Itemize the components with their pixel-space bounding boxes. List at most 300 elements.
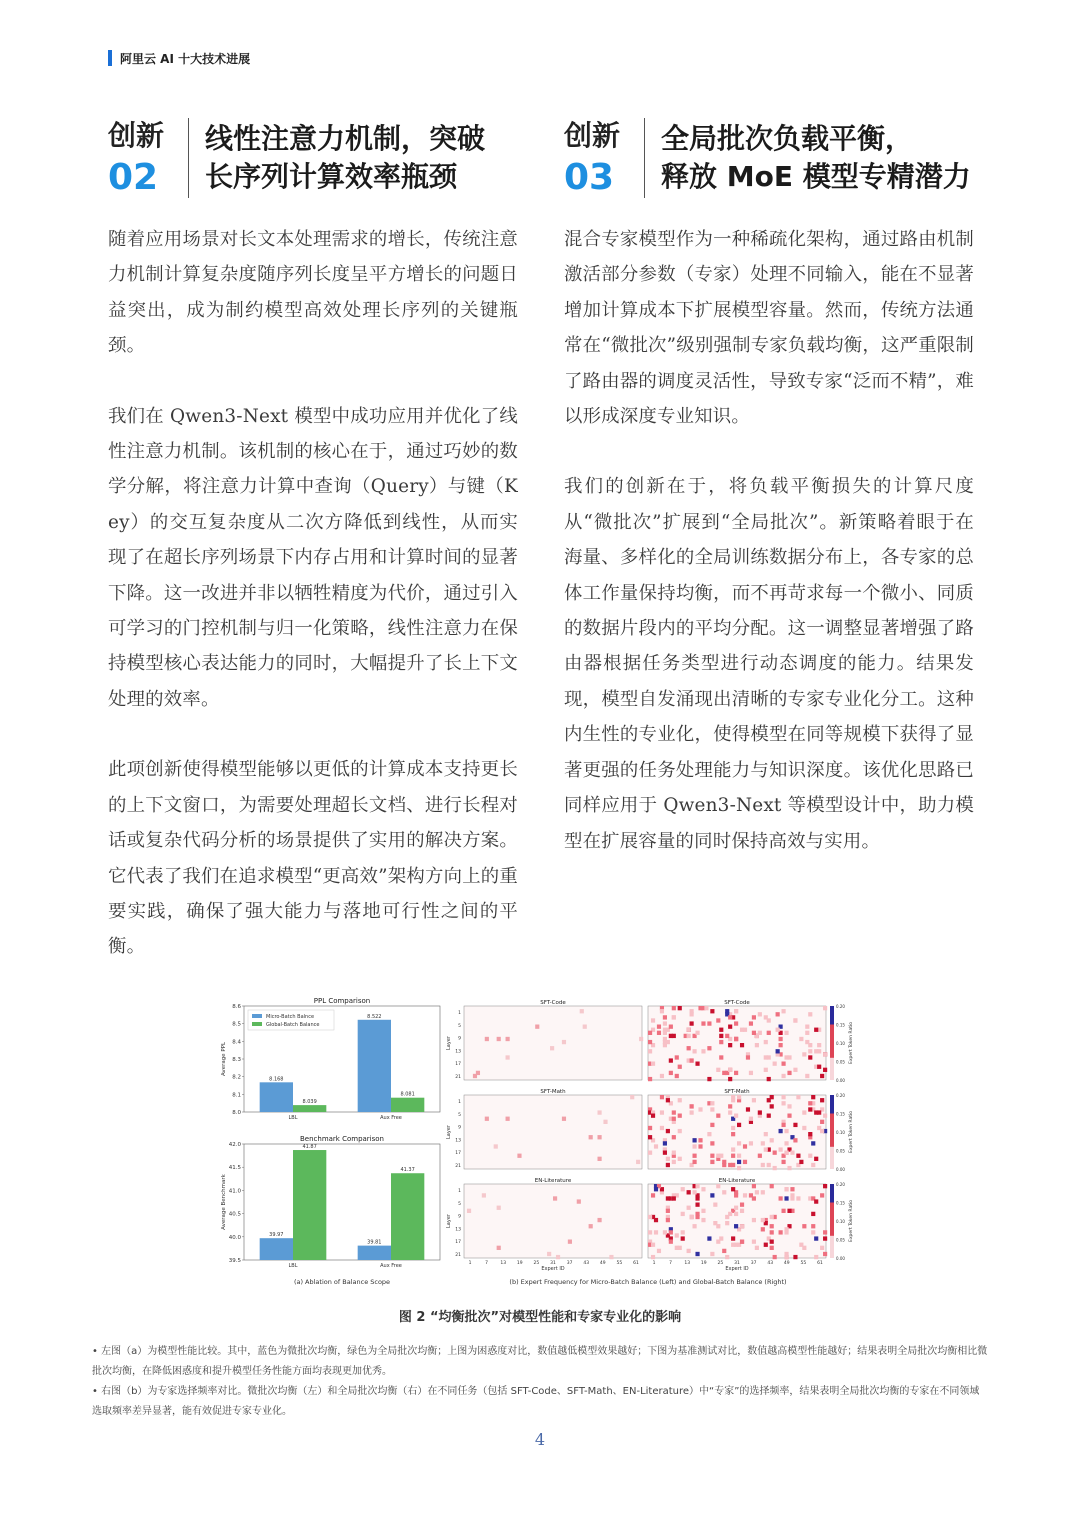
heatmap-cell <box>707 1021 711 1025</box>
ppl-chart-bar <box>293 1105 326 1112</box>
heatmap-expert-tick: 31 <box>550 1261 556 1266</box>
heatmap-expert-tick: 55 <box>800 1261 807 1266</box>
heatmap-expert-tick: 25 <box>533 1261 540 1266</box>
heatmap-cell <box>678 1098 682 1102</box>
heatmap-cell <box>672 1151 676 1155</box>
heatmap-cell <box>648 1031 652 1035</box>
heatmap-cell <box>734 1009 738 1013</box>
heatmap-cell <box>681 1187 685 1191</box>
heatmap-cell <box>693 1144 697 1148</box>
benchmark-chart-tick-label: 40.5 <box>228 1211 241 1218</box>
heatmap-cell <box>648 1077 652 1081</box>
heatmap-cell <box>755 1246 759 1250</box>
heatmap-cell <box>716 1154 720 1158</box>
heatmap-cell <box>648 1215 652 1219</box>
heatmap-cell <box>690 1215 694 1219</box>
heatmap-cell <box>506 1037 510 1041</box>
heatmap-cell <box>740 1043 744 1047</box>
heatmap-cell <box>782 1009 786 1013</box>
heatmap-cell <box>648 1230 652 1234</box>
innovation-title <box>645 118 971 198</box>
heatmap-cell <box>734 1224 738 1228</box>
heatmap-expert-tick: 61 <box>817 1261 823 1266</box>
heatmap-cell <box>663 1230 667 1234</box>
heatmap-cell <box>497 1246 501 1250</box>
innovation-number: 03 <box>564 157 615 198</box>
ppl-chart-category-label: Aux Free <box>380 1115 402 1121</box>
colorbar-tick: 0.15 <box>836 1200 845 1206</box>
heatmap-cell <box>725 1255 729 1259</box>
heatmap-cell <box>808 1154 812 1158</box>
heatmap-cell <box>820 1129 824 1133</box>
heatmap-cell <box>722 1163 726 1167</box>
heatmap-cell <box>814 1049 818 1053</box>
heatmap-title: EN-Literature <box>718 1178 756 1184</box>
heatmap-cell <box>773 1166 777 1170</box>
heatmap-cell <box>678 1129 682 1133</box>
heatmap-cell <box>716 1224 720 1228</box>
heatmap-cell <box>710 1252 714 1256</box>
heatmap-cell <box>752 1098 756 1102</box>
heatmap-layer-label: Layer <box>446 1036 452 1050</box>
left-column <box>108 118 518 1000</box>
right-body <box>564 222 974 859</box>
heatmap-cell <box>770 1095 774 1099</box>
colorbar-top <box>830 1006 834 1025</box>
ppl-chart-legend-swatch <box>252 1022 262 1026</box>
heatmap-cell <box>779 1230 783 1234</box>
benchmark-chart-bar-value: 39.81 <box>367 1239 382 1246</box>
heatmap-expert-tick: 19 <box>700 1261 707 1266</box>
heatmap-cell <box>734 1071 738 1075</box>
heatmap-cell <box>799 1160 803 1164</box>
heatmap-cell <box>690 1021 694 1025</box>
heatmap-layer-tick: 21 <box>455 1253 461 1258</box>
heatmap-cell <box>790 1151 794 1155</box>
heatmap-cell <box>814 1255 818 1259</box>
benchmark-chart-bar <box>260 1238 293 1260</box>
heatmap-cell <box>758 1154 762 1158</box>
heatmap-cell <box>770 1184 774 1188</box>
ppl-chart-bar-value: 8.039 <box>302 1099 317 1106</box>
heatmap-cell <box>648 1126 652 1130</box>
heatmap-cell <box>734 1193 738 1197</box>
heatmap-layer-tick: 13 <box>455 1138 461 1144</box>
title-line-1: 线性注意力机制，突破 <box>205 122 486 155</box>
benchmark-chart-tick-label: 40.0 <box>228 1234 241 1241</box>
heatmap-cell <box>811 1212 815 1216</box>
heatmap-cell <box>681 1212 685 1216</box>
heatmap-cell <box>698 1144 702 1148</box>
ppl-chart-legend-label: Micro-Batch Balnce <box>266 1014 315 1020</box>
heatmap-cell <box>728 1015 732 1019</box>
left-body <box>108 222 518 965</box>
heatmap-cell <box>731 1236 735 1240</box>
heatmap-cell <box>737 1095 741 1099</box>
heatmap-cell <box>716 1184 720 1188</box>
heatmap-cell <box>663 1141 667 1145</box>
heatmap-cell <box>675 1055 679 1059</box>
benchmark-chart-category-label: LBL <box>288 1263 298 1269</box>
benchmark-chart-category-label: Aux Free <box>380 1263 402 1269</box>
heatmap-cell <box>743 1144 747 1148</box>
heatmap-cell <box>654 1187 658 1191</box>
heatmap-expert-tick: 19 <box>516 1261 523 1266</box>
heatmap-cell <box>672 1135 676 1139</box>
heatmap-cell <box>770 1246 774 1250</box>
heatmap-cell <box>796 1196 800 1200</box>
heatmap-layer-tick: 9 <box>458 1214 461 1220</box>
heatmap-cell <box>808 1132 812 1136</box>
heatmap-cell <box>710 1141 714 1145</box>
colorbar-top <box>830 1095 834 1114</box>
heatmap-cell <box>823 1184 827 1188</box>
heatmap-cell <box>740 1209 744 1213</box>
heatmap-cell <box>784 1187 788 1191</box>
heatmap-cell <box>746 1055 750 1059</box>
heatmap-cell <box>737 1160 741 1164</box>
heatmap-cell <box>678 1114 682 1118</box>
ppl-chart-bar-value: 8.522 <box>367 1013 382 1020</box>
heatmap-cell <box>767 1163 771 1167</box>
heatmap-cell <box>598 1157 602 1161</box>
heatmap-cell <box>784 1129 788 1133</box>
heatmap-cell <box>678 1157 682 1161</box>
colorbar-bottom <box>830 1236 834 1258</box>
heatmap-cell <box>669 1230 673 1234</box>
heatmap-cell <box>799 1037 803 1041</box>
heatmap-cell <box>784 1031 788 1035</box>
heatmap-cell <box>651 1018 655 1022</box>
colorbar-tick: 0.00 <box>836 1167 845 1172</box>
heatmap-expert-tick: 1 <box>652 1261 656 1266</box>
heatmap-cell <box>660 1126 664 1130</box>
heatmap-cell <box>782 1095 786 1099</box>
heatmap-cell <box>749 1141 753 1145</box>
heatmap-layer-tick: 5 <box>458 1112 461 1118</box>
heatmap-cell <box>517 1154 521 1158</box>
page-number: 4 <box>534 1430 546 1449</box>
heatmap-cell <box>589 1135 593 1139</box>
colorbar-label: Expert Token Ratio <box>849 1200 854 1242</box>
heatmap-cell <box>598 1135 602 1139</box>
innovation-label-block <box>564 118 645 198</box>
heatmap-cell <box>764 1055 768 1059</box>
heatmap-cell <box>725 1034 729 1038</box>
heatmap-cell <box>811 1224 815 1228</box>
ppl-chart-tick-label: 8.3 <box>232 1057 241 1063</box>
heatmap-cell <box>701 1187 705 1191</box>
left-subcaption: (a) Ablation of Balance Scope <box>293 1278 391 1286</box>
heatmap-cell <box>779 1147 783 1151</box>
heatmap-cell <box>695 1215 699 1219</box>
heatmap-cell <box>467 1209 471 1213</box>
heatmap-cell <box>707 1236 711 1240</box>
heatmap-cell <box>672 1196 676 1200</box>
ppl-chart-bar <box>358 1020 391 1112</box>
heatmap-cell <box>701 1218 705 1222</box>
heatmap-cell <box>749 1071 753 1075</box>
note-left-figure: • 左图（a）为模型性能比较。其中，蓝色为微批次均衡，绿色为全局批次均衡；上图为困惑度对比，数值越低模型效果越好；下图为基准测试对比，数值越高模型性能越好；结果表明全局批次均衡相比微批次均衡，在降低困惑度和提升模型任务性能方面均表现更加优秀。 <box>92 1346 988 1377</box>
heatmap-cell <box>764 1147 768 1151</box>
heatmap-cell <box>761 1190 765 1194</box>
heatmap-cell <box>820 1098 824 1102</box>
benchmark-chart-tick-label: 41.0 <box>228 1188 241 1195</box>
colorbar-tick: 0.10 <box>836 1219 845 1224</box>
heatmap-cell <box>731 1187 735 1191</box>
colorbar-tick: 0.05 <box>836 1059 845 1065</box>
heatmap-cell <box>796 1095 800 1099</box>
heatmap-cell <box>820 1120 824 1124</box>
heatmap-cell <box>790 1187 794 1191</box>
figure-caption: 图 2 “均衡批次”对模型性能和专家专业化的影响 <box>398 1310 682 1325</box>
heatmap-cell <box>728 1110 732 1114</box>
heatmap-cell <box>728 1104 732 1108</box>
heatmap-layer-tick: 13 <box>455 1227 461 1233</box>
heatmap-cell <box>802 1052 806 1056</box>
heatmap-cell <box>814 1199 818 1203</box>
paragraph: 我们的创新在于，将负载平衡损失的计算尺度从“微批次”扩展到“全局批次”。新策略着眼于在海量、多样化的全局训练数据分布上，各专家的总体工作量保持均衡，而不再苛求每一个微小、同质的数据片段内的平均分配。这一调整显著增强了路由器根据任务类型进行动态调度的能力。结果发现，模型自发涌现出清晰的专家专业化分工。这种内生性的专业化，使得模型在同等规模下获得了显著更强的任务处理能力与知识深度。该优化思路已同样应用于 Qwen3-Next 等模型设计中，助力模型在扩展容量的同时保持高效与实用。 <box>564 476 974 852</box>
heatmap-cell <box>808 1012 812 1016</box>
heatmap-cell <box>710 1123 714 1127</box>
heatmap-layer-label: Layer <box>446 1125 452 1139</box>
heatmap-cell <box>761 1141 765 1145</box>
colorbar-tick: 0.00 <box>836 1078 845 1083</box>
heatmap-cell <box>811 1141 815 1145</box>
heatmap-cell <box>562 1040 566 1044</box>
heatmap-cell <box>805 1025 809 1029</box>
heatmap-cell <box>710 1107 714 1111</box>
heatmap-panel <box>648 1095 826 1169</box>
heatmap-cell <box>716 1240 720 1244</box>
heatmap-cell <box>743 1193 747 1197</box>
colorbar-top <box>830 1184 834 1203</box>
paragraph: 我们在 Qwen3-Next 模型中成功应用并优化了线性注意力机制。该机制的核心在于，通过巧妙的数学分解，将注意力计算中查询（Query）与键（Key）的交互复杂度从二次方降低到线性，从而实现了在超长序列场景下内存占用和计算时间的显著下降。这一改进并非以牺牲精度为代价，通过引入可学习的门控机制与归一化策略，线性注意力在保持模型核心表达能力的同时，大幅提升了长上下文处理的效率。 <box>108 405 518 710</box>
heatmap-cell <box>473 1074 477 1078</box>
heatmap-cell <box>734 1114 738 1118</box>
heatmap-cell <box>497 1037 501 1041</box>
heatmap-cell <box>823 1252 827 1256</box>
heatmap-cell <box>693 1154 697 1158</box>
heatmap-cell <box>755 1043 759 1047</box>
heatmap-cell <box>731 1095 735 1099</box>
colorbar-tick: 0.15 <box>836 1111 845 1117</box>
heatmap-cell <box>556 1255 560 1259</box>
heatmap-cell <box>687 1206 691 1210</box>
heatmap-cell <box>722 1190 726 1194</box>
heatmap-cell <box>698 1138 702 1142</box>
heatmap-cell <box>690 1012 694 1016</box>
heatmap-cell <box>737 1141 741 1145</box>
heatmap-cell <box>752 1196 756 1200</box>
heatmap-cell <box>782 1209 786 1213</box>
heatmap-cell <box>787 1209 791 1213</box>
heatmap-cell <box>790 1193 794 1197</box>
heatmap-cell <box>609 1255 613 1259</box>
heatmap-cell <box>787 1166 791 1170</box>
heatmap-cell <box>722 1071 726 1075</box>
heatmap-cell <box>770 1138 774 1142</box>
heatmap-layer-tick: 17 <box>455 1240 461 1246</box>
ppl-chart-tick-label: 8.2 <box>232 1074 241 1081</box>
heatmap-cell <box>776 1028 780 1032</box>
heatmap-cell <box>654 1144 658 1148</box>
heatmap-cell <box>710 1009 714 1013</box>
heatmap-expert-tick: 1 <box>468 1261 472 1266</box>
heatmap-cell <box>779 1196 783 1200</box>
ppl-chart-bar-value: 8.168 <box>269 1076 284 1083</box>
heatmap-cell <box>648 1135 652 1139</box>
heatmap-cell <box>722 1249 726 1253</box>
heatmap-cell <box>725 1009 729 1013</box>
heatmap-cell <box>630 1095 634 1099</box>
heatmap-cell <box>651 1193 655 1197</box>
heatmap-cell <box>811 1230 815 1234</box>
benchmark-chart-bar <box>391 1173 424 1260</box>
heatmap-cell <box>761 1218 765 1222</box>
heatmap-cell <box>547 1252 551 1256</box>
heatmap-cell <box>743 1160 747 1164</box>
heatmap-cell <box>695 1031 699 1035</box>
heatmap-cell <box>710 1101 714 1105</box>
heatmap-cell <box>752 1031 756 1035</box>
heatmap-cell <box>651 1255 655 1259</box>
heatmap-expert-tick: 7 <box>485 1261 489 1266</box>
heatmap-cell <box>707 1077 711 1081</box>
heatmap-cell <box>734 1037 738 1041</box>
heatmap-cell <box>598 1110 602 1114</box>
heatmap-cell <box>728 1043 732 1047</box>
heatmap-cell <box>758 1012 762 1016</box>
heatmap-cell <box>675 1074 679 1078</box>
innovation-title <box>189 118 485 198</box>
heatmap-cell <box>663 1040 667 1044</box>
innovation-03-heading <box>564 118 974 198</box>
heatmap-expert-tick: 43 <box>767 1261 774 1266</box>
heatmap-cell <box>820 1193 824 1197</box>
heatmap-cell <box>666 1218 670 1222</box>
heatmap-cell <box>755 1190 759 1194</box>
heatmap-cell <box>814 1236 818 1240</box>
heatmap-layer-tick: 1 <box>458 1189 461 1194</box>
heatmap-cell <box>752 1184 756 1188</box>
heatmap-expert-tick: 13 <box>684 1261 691 1266</box>
heatmap-cell <box>761 1227 765 1231</box>
heatmap-expert-tick: 31 <box>734 1261 740 1266</box>
heatmap-cell <box>793 1018 797 1022</box>
heatmap-cell <box>770 1215 774 1219</box>
heatmap-cell <box>784 1141 788 1145</box>
heatmap-cell <box>784 1196 788 1200</box>
heatmap-cell <box>535 1025 539 1029</box>
heatmap-cell <box>793 1255 797 1259</box>
heatmap-cell <box>660 1110 664 1114</box>
heatmap-cell <box>820 1246 824 1250</box>
heatmap-cell <box>678 1065 682 1069</box>
ppl-chart-tick-label: 8.6 <box>232 1004 241 1010</box>
heatmap-cell <box>767 1031 771 1035</box>
heatmap-cell <box>734 1212 738 1216</box>
right-column <box>564 118 974 894</box>
benchmark-chart-bar-value: 41.37 <box>400 1167 415 1174</box>
heatmap-cell <box>672 1015 676 1019</box>
heatmap-cell <box>782 1074 786 1078</box>
benchmark-chart-ylabel: Average Benchmark <box>221 1174 227 1230</box>
heatmap-cell <box>719 1028 723 1032</box>
colorbar-tick: 0.00 <box>836 1256 845 1261</box>
heatmap-cell <box>776 1049 780 1053</box>
figure-notes <box>92 1342 988 1422</box>
heatmap-layer-tick: 21 <box>455 1075 461 1080</box>
heatmap-cell <box>782 1062 786 1066</box>
figure-2 <box>216 994 866 1292</box>
benchmark-chart-title: Benchmark Comparison <box>299 1135 385 1143</box>
heatmap-cell <box>731 1147 735 1151</box>
heatmap-panel <box>464 1095 642 1169</box>
heatmap-cell <box>728 1068 732 1072</box>
heatmap-cell <box>740 1224 744 1228</box>
heatmap-cell <box>740 1028 744 1032</box>
innovation-02-heading <box>108 118 518 198</box>
heatmap-cell <box>651 1114 655 1118</box>
heatmap-cell <box>782 1160 786 1164</box>
heatmap-layer-tick: 21 <box>455 1164 461 1169</box>
heatmap-cell <box>737 1123 741 1127</box>
heatmap-cell <box>796 1154 800 1158</box>
ppl-chart-legend-label: Global-Batch Balance <box>266 1022 320 1028</box>
heatmap-cell <box>654 1230 658 1234</box>
heatmap-cell <box>802 1224 806 1228</box>
heatmap-layer-tick: 9 <box>458 1125 461 1131</box>
heatmap-cell <box>654 1218 658 1222</box>
heatmap-cell <box>823 1068 827 1072</box>
heatmap-cell <box>805 1074 809 1078</box>
heatmap-cell <box>598 1218 602 1222</box>
heatmap-cell <box>764 1068 768 1072</box>
heatmap-expert-tick: 37 <box>566 1261 573 1266</box>
benchmark-chart-bar-value: 39.97 <box>269 1232 284 1239</box>
heatmap-cell <box>485 1117 489 1121</box>
heatmap-cell <box>823 1230 827 1234</box>
heatmap-cell <box>752 1218 756 1222</box>
ppl-chart-tick-label: 8.5 <box>232 1021 241 1028</box>
heatmap-cell <box>710 1160 714 1164</box>
heatmap-cell <box>648 1151 652 1155</box>
heatmap-cell <box>731 1154 735 1158</box>
ppl-chart-ylabel: Average PPL <box>221 1041 227 1077</box>
heatmap-cell <box>494 1144 498 1148</box>
heatmap-cell <box>716 1018 720 1022</box>
heatmap-cell <box>802 1246 806 1250</box>
paragraph: 此项创新使得模型能够以更低的计算成本支持更长的上下文窗口，为需要处理超长文档、进行长程对话或复杂代码分析的场景提供了实用的解决方案。它代表了我们在追求模型“更高效”架构方向上的重要实践，确保了强大能力与落地可行性之间的平衡。 <box>108 759 518 958</box>
heatmap-cell <box>695 1203 699 1207</box>
heatmap-title: SFT-Math <box>724 1089 750 1095</box>
heatmap-cell <box>728 1025 732 1029</box>
heatmap-cell <box>719 1040 723 1044</box>
heatmap-cell <box>793 1138 797 1142</box>
colorbar-tick: 0.05 <box>836 1237 845 1243</box>
heatmap-cell <box>805 1031 809 1035</box>
ppl-chart-bar-value: 8.081 <box>400 1091 415 1098</box>
heatmap-cell <box>577 1199 581 1203</box>
heatmap-cell <box>698 1006 702 1010</box>
heatmap-cell <box>719 1034 723 1038</box>
heatmap-cell <box>669 1058 673 1062</box>
heatmap-cell <box>568 1240 572 1244</box>
header-title: 阿里云 AI 十大技术进展 <box>120 51 251 66</box>
heatmap-cell <box>784 1255 788 1259</box>
colorbar-tick: 0.10 <box>836 1041 845 1046</box>
